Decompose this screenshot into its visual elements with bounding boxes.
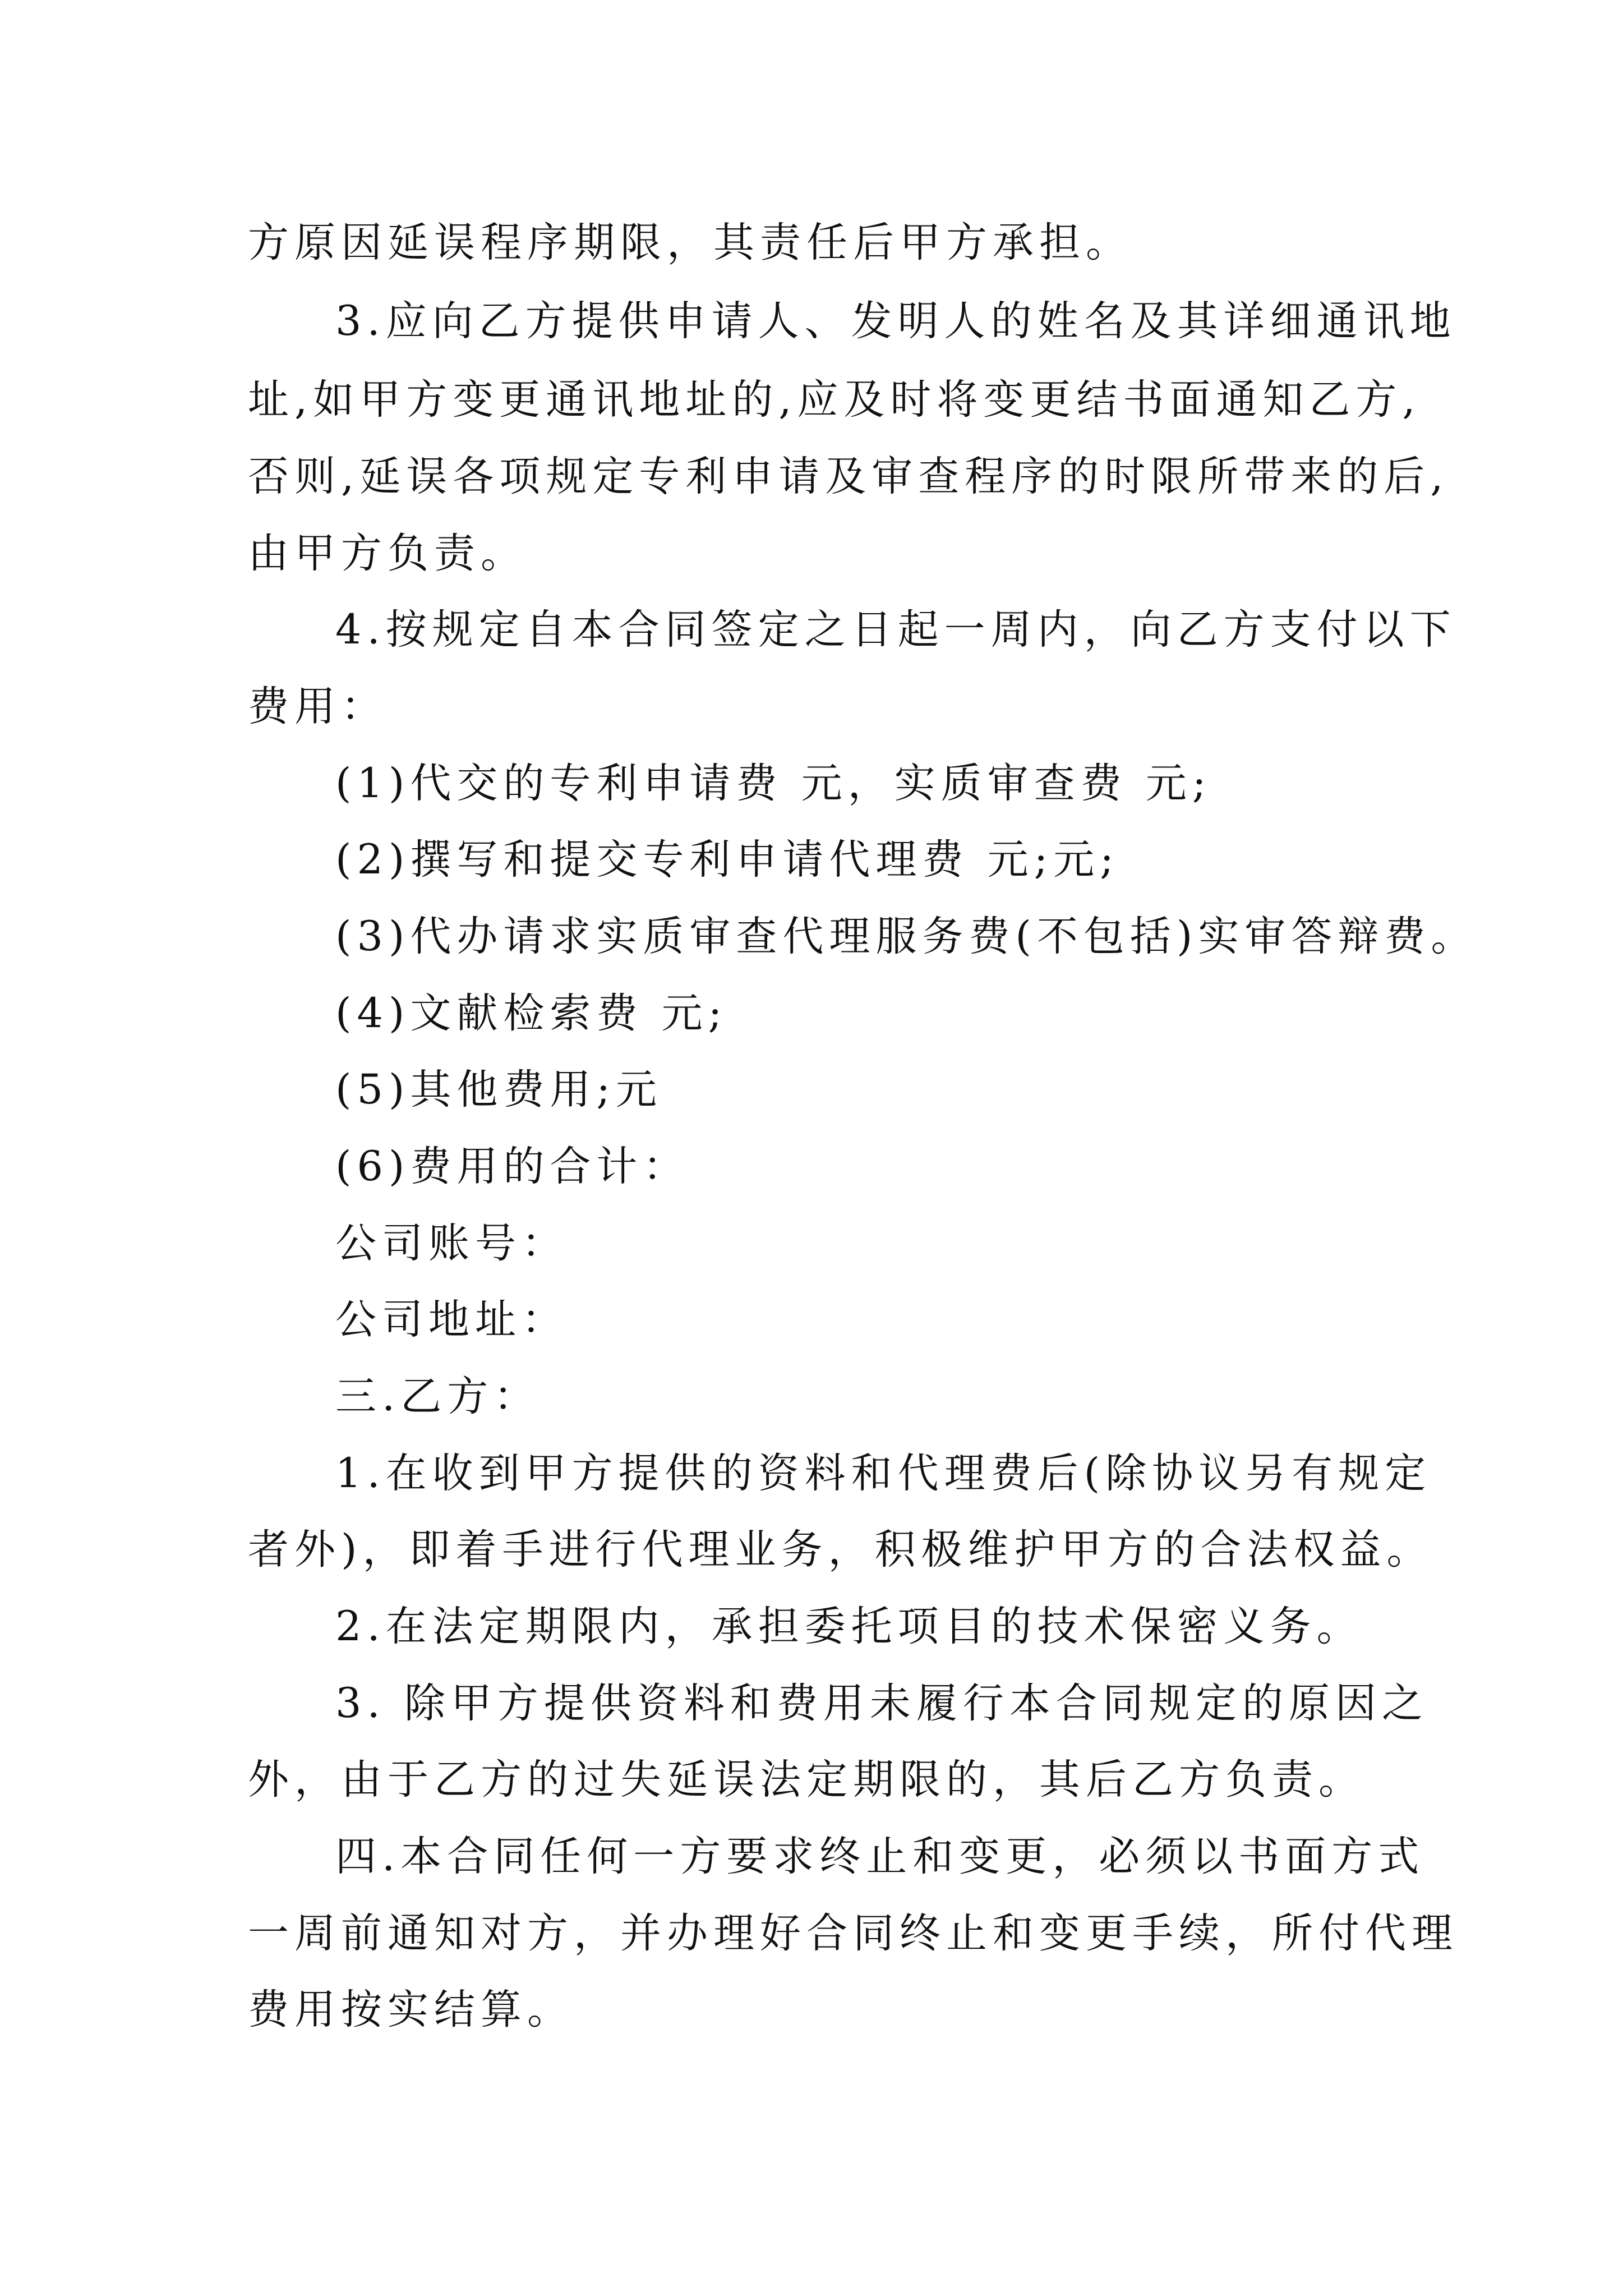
fee-item: (3)代办请求实质审查代理服务费(不包括)实审答辩费。 <box>335 913 1478 960</box>
paragraph-line: 由甲方负责。 <box>248 530 527 577</box>
company-account-label: 公司账号： <box>335 1220 568 1267</box>
paragraph-line: 方原因延误程序期限，其责任后甲方承担。 <box>248 219 1132 266</box>
section-heading: 三.乙方： <box>335 1373 541 1420</box>
paragraph-line: 费用： <box>248 683 388 730</box>
paragraph-line: 址,如甲方变更通讯地址的,应及时将变更结书面通知乙方, <box>248 376 1421 424</box>
section-heading: 四.本合同任何一方要求终止和变更，必须以书面方式 <box>335 1833 1425 1880</box>
fee-item: (2)撰写和提交专利申请代理费 元;元; <box>335 836 1119 884</box>
fee-item: (4)文献检索费 元; <box>335 990 728 1037</box>
paragraph-line: 否则,延误各项规定专利申请及审查程序的时限所带来的后, <box>248 453 1449 500</box>
fee-item: (5)其他费用;元 <box>335 1066 662 1114</box>
paragraph-line: 2.在法定期限内，承担委托项目的技术保密义务。 <box>335 1603 1363 1650</box>
fee-item: (1)代交的专利申请费 元，实质审查费 元; <box>335 760 1212 807</box>
paragraph-line: 3.应向乙方提供申请人、发明人的姓名及其详细通讯地 <box>335 297 1456 345</box>
paragraph-line: 费用按实结算。 <box>248 1986 574 2033</box>
paragraph-line: 者外)，即着手进行代理业务，积极维护甲方的合法权益。 <box>248 1526 1433 1573</box>
company-address-label: 公司地址： <box>335 1296 568 1343</box>
fee-item: (6)费用的合计： <box>335 1143 690 1190</box>
paragraph-line: 外，由于乙方的过失延误法定期限的，其后乙方负责。 <box>248 1756 1365 1803</box>
paragraph-line: 1.在收到甲方提供的资料和代理费后(除协议另有规定 <box>335 1450 1432 1497</box>
paragraph-line: 一周前通知对方，并办理好合同终止和变更手续，所付代理 <box>248 1910 1458 1957</box>
paragraph-line: 3. 除甲方提供资料和费用未履行本合同规定的原因之 <box>335 1680 1428 1727</box>
paragraph-line: 4.按规定自本合同签定之日起一周内，向乙方支付以下 <box>335 606 1456 654</box>
